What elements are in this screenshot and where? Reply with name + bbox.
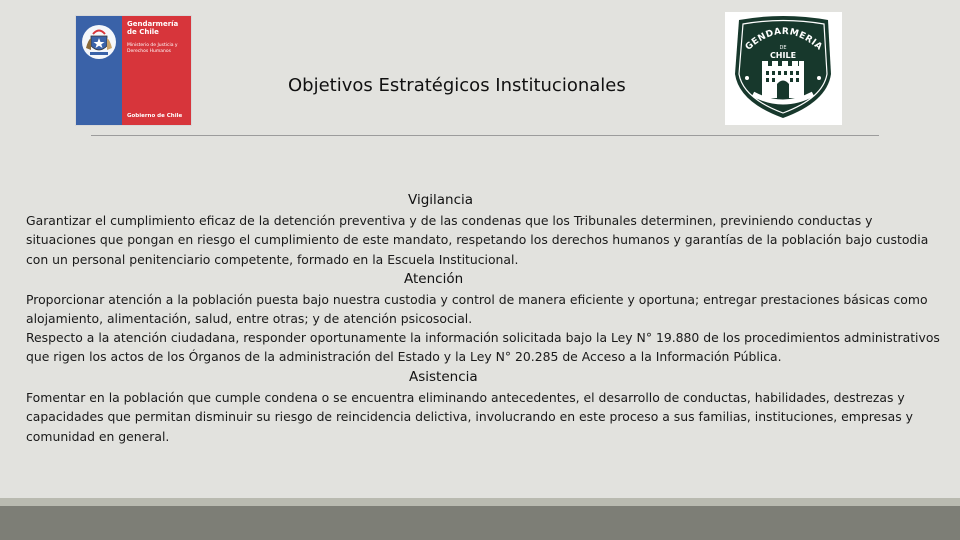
coat-of-arms-icon (79, 22, 119, 62)
shield-icon (727, 14, 840, 123)
header-divider (91, 135, 879, 136)
footer-strip-dark (0, 506, 960, 540)
svg-text:GENDARMERIA: GENDARMERIA (743, 26, 825, 53)
footer-strip-light (0, 498, 960, 506)
paragraph-vigilancia: Garantizar el cumplimiento eficaz de la detención preventiva y de las condenas que los Tribunales determinen, previniendo conductas y situaciones que pongan en riesgo el cumplimiento de este mandato, respetando los derechos humanos y garantías de la población bajo custodia con un personal penitenciario competente, formado en la Escuela Institucional. (26, 213, 929, 267)
heading-vigilancia: Vigilancia (408, 192, 474, 208)
logo-subtitle: Ministerio de Justicia y Derechos Humanos (127, 43, 178, 54)
logo-title: Gendarmería de Chile (127, 20, 179, 36)
page-title: Objetivos Estratégicos Institucionales (288, 75, 626, 96)
svg-text:CHILE: CHILE (769, 51, 797, 60)
heading-asistencia: Asistencia (409, 369, 478, 385)
paragraph-atencion-2: Respecto a la atención ciudadana, responder oportunamente la información solicitada bajo la Ley N° 19.880 de los procedimientos administrativos que rigen los actos de los Órganos de la administración del Estado y la Ley N° 20.285 de Acceso a la Información Pública. (26, 330, 940, 365)
svg-text:DE: DE (779, 45, 787, 51)
gendarmeria-emblem (725, 12, 842, 125)
paragraph-atencion-1: Proporcionar atención a la población puesta bajo nuestra custodia y control de manera eficiente y oportuna; entregar prestaciones básicas como alojamiento, alimentación, salud, entre otras; y de atención psicosocial. (26, 292, 928, 327)
gobierno-de-chile-logo (76, 16, 191, 125)
logo-footer: Gobierno de Chile (127, 113, 183, 119)
paragraph-asistencia: Fomentar en la población que cumple condena o se encuentra eliminando antecedentes, el desarrollo de conductas, habilidades, destrezas y capacidades que permitan disminuir su riesgo de reincidencia delictiva, involucrando en este proceso a sus familias, instituciones, empresas y comunidad en general. (26, 390, 913, 444)
heading-atencion: Atención (404, 271, 464, 287)
